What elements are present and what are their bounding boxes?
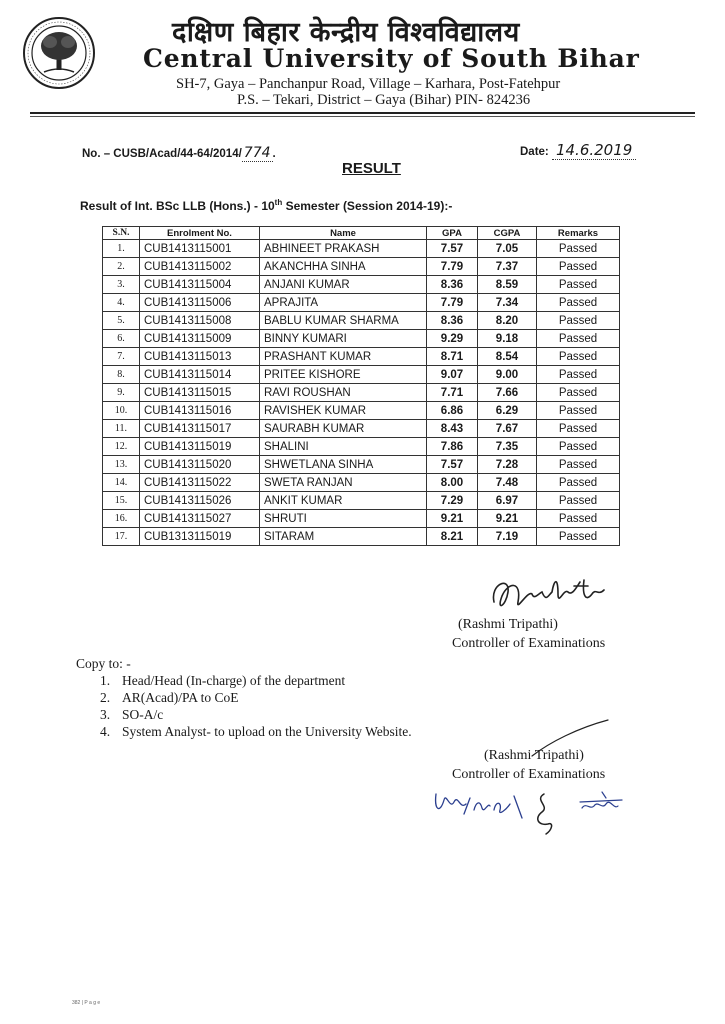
cell-cgpa: 8.20	[478, 312, 537, 330]
cell-name: ABHINEET PRAKASH	[260, 240, 427, 258]
cell-cgpa: 7.34	[478, 294, 537, 312]
table-header-row	[103, 227, 620, 240]
subtitle-text-post: Semester (Session 2014-19):-	[282, 199, 453, 213]
table-row	[103, 456, 620, 474]
table-row	[103, 384, 620, 402]
reference-handwritten-no: 774	[243, 145, 271, 161]
table-row	[103, 492, 620, 510]
cell-enrolment: CUB1413115001	[140, 240, 260, 258]
list-item-text: Head/Head (In-charge) of the department	[122, 673, 346, 688]
date-handwritten: 14.6.2019	[552, 141, 636, 160]
university-logo	[22, 16, 96, 90]
copy-to-heading: Copy to: -	[76, 656, 131, 671]
list-item	[100, 689, 412, 706]
cell-enrolment: CUB1413115014	[140, 366, 260, 384]
cell-remarks: Passed	[537, 402, 620, 420]
signatory-designation-2: Controller of Examinations	[452, 767, 606, 782]
table-row	[103, 528, 620, 546]
cell-enrolment: CUB1413115015	[140, 384, 260, 402]
cell-enrolment: CUB1413115027	[140, 510, 260, 528]
cell-remarks: Passed	[537, 366, 620, 384]
cell-enrolment: CUB1413115013	[140, 348, 260, 366]
cell-remarks: Passed	[537, 474, 620, 492]
cell-remarks: Passed	[537, 294, 620, 312]
cell-enrolment: CUB1413115019	[140, 438, 260, 456]
cell-gpa: 7.86	[427, 438, 478, 456]
list-item-text: System Analyst- to upload on the University Website.	[122, 724, 412, 739]
cell-cgpa: 7.19	[478, 528, 537, 546]
result-heading: RESULT	[342, 160, 401, 177]
table-row	[103, 348, 620, 366]
cell-enrolment: CUB1413115017	[140, 420, 260, 438]
result-table	[102, 226, 620, 546]
reference-number: No. – CUSB/Acad/44-64/2014/ 774 .	[82, 145, 276, 161]
table-row	[103, 366, 620, 384]
cell-remarks: Passed	[537, 240, 620, 258]
list-item-text: SO-A/c	[122, 707, 164, 722]
cell-enrolment: CUB1413115026	[140, 492, 260, 510]
table-row	[103, 294, 620, 312]
table-row	[103, 330, 620, 348]
cell-gpa: 8.36	[427, 312, 478, 330]
university-title-english: Central University of South Bihar	[143, 44, 640, 73]
page-footer: 382 | P a g e	[72, 1000, 101, 1006]
cell-gpa: 8.36	[427, 276, 478, 294]
cell-sn: 10.	[103, 402, 140, 420]
cell-remarks: Passed	[537, 330, 620, 348]
cell-sn: 3.	[103, 276, 140, 294]
table-row	[103, 420, 620, 438]
cell-sn: 8.	[103, 366, 140, 384]
result-subtitle	[80, 198, 452, 213]
cell-name: ANKIT KUMAR	[260, 492, 427, 510]
list-item-number: 1.	[100, 673, 111, 688]
header-rule	[30, 112, 695, 114]
cell-remarks: Passed	[537, 312, 620, 330]
cell-name: SWETA RANJAN	[260, 474, 427, 492]
list-item-number: 4.	[100, 724, 111, 739]
table-row	[103, 510, 620, 528]
cell-gpa: 9.07	[427, 366, 478, 384]
address-line-2: P.S. – Tekari, District – Gaya (Bihar) PIN- 824236	[237, 92, 531, 108]
cell-sn: 5.	[103, 312, 140, 330]
cell-name: PRITEE KISHORE	[260, 366, 427, 384]
cell-name: AKANCHHA SINHA	[260, 258, 427, 276]
cell-enrolment: CUB1413115016	[140, 402, 260, 420]
cell-cgpa: 6.97	[478, 492, 537, 510]
col-header-name: Name	[260, 227, 427, 240]
cell-sn: 15.	[103, 492, 140, 510]
cell-gpa: 6.86	[427, 402, 478, 420]
cell-remarks: Passed	[537, 528, 620, 546]
cell-name: PRASHANT KUMAR	[260, 348, 427, 366]
date-label: Date:	[520, 146, 549, 158]
cell-cgpa: 8.54	[478, 348, 537, 366]
col-header-sn: S.N.	[103, 227, 140, 240]
cell-sn: 13.	[103, 456, 140, 474]
cell-gpa: 8.00	[427, 474, 478, 492]
cell-cgpa: 7.28	[478, 456, 537, 474]
subtitle-sup: th	[274, 198, 283, 207]
cell-gpa: 9.29	[427, 330, 478, 348]
col-header-remarks: Remarks	[537, 227, 620, 240]
cell-sn: 17.	[103, 528, 140, 546]
cell-enrolment: CUB1413115022	[140, 474, 260, 492]
table-row	[103, 312, 620, 330]
cell-cgpa: 7.48	[478, 474, 537, 492]
cell-gpa: 8.21	[427, 528, 478, 546]
col-header-enrolment: Enrolment No.	[140, 227, 260, 240]
cell-cgpa: 7.05	[478, 240, 537, 258]
cell-cgpa: 7.35	[478, 438, 537, 456]
cell-sn: 7.	[103, 348, 140, 366]
table-row	[103, 438, 620, 456]
list-item-number: 3.	[100, 707, 111, 722]
col-header-gpa: GPA	[427, 227, 478, 240]
handwritten-initials	[430, 780, 650, 840]
reference-label: No. – CUSB/Acad/44-64/2014/	[82, 148, 242, 160]
signatory-name-2: (Rashmi Tripathi)	[484, 748, 584, 763]
document-date	[520, 141, 636, 159]
signature-scribble	[488, 572, 608, 618]
signatory-designation: Controller of Examinations	[452, 636, 606, 651]
table-row	[103, 402, 620, 420]
cell-sn: 11.	[103, 420, 140, 438]
cell-enrolment: CUB1413115009	[140, 330, 260, 348]
cell-remarks: Passed	[537, 384, 620, 402]
cell-name: APRAJITA	[260, 294, 427, 312]
cell-gpa: 7.79	[427, 294, 478, 312]
cell-sn: 1.	[103, 240, 140, 258]
cell-name: SHWETLANA SINHA	[260, 456, 427, 474]
cell-gpa: 9.21	[427, 510, 478, 528]
cell-cgpa: 9.18	[478, 330, 537, 348]
cell-enrolment: CUB1313115019	[140, 528, 260, 546]
header-rule-thin	[30, 116, 695, 117]
cell-remarks: Passed	[537, 456, 620, 474]
cell-gpa: 7.71	[427, 384, 478, 402]
cell-name: RAVISHEK KUMAR	[260, 402, 427, 420]
cell-sn: 14.	[103, 474, 140, 492]
cell-gpa: 8.43	[427, 420, 478, 438]
col-header-cgpa: CGPA	[478, 227, 537, 240]
table-row	[103, 474, 620, 492]
cell-cgpa: 7.66	[478, 384, 537, 402]
cell-remarks: Passed	[537, 420, 620, 438]
list-item-number: 2.	[100, 690, 111, 705]
cell-cgpa: 9.21	[478, 510, 537, 528]
cell-sn: 9.	[103, 384, 140, 402]
cell-name: RAVI ROUSHAN	[260, 384, 427, 402]
cell-enrolment: CUB1413115020	[140, 456, 260, 474]
copy-to-list	[100, 672, 412, 740]
cell-sn: 16.	[103, 510, 140, 528]
cell-gpa: 7.57	[427, 240, 478, 258]
list-item-text: AR(Acad)/PA to CoE	[122, 690, 239, 705]
cell-sn: 2.	[103, 258, 140, 276]
cell-gpa: 7.29	[427, 492, 478, 510]
cell-name: BABLU KUMAR SHARMA	[260, 312, 427, 330]
cell-cgpa: 8.59	[478, 276, 537, 294]
cell-name: SITARAM	[260, 528, 427, 546]
cell-sn: 6.	[103, 330, 140, 348]
cell-name: SHALINI	[260, 438, 427, 456]
list-item	[100, 706, 412, 723]
cell-remarks: Passed	[537, 438, 620, 456]
university-title-hindi: दक्षिण बिहार केन्द्रीय विश्वविद्यालय	[172, 17, 520, 48]
cell-gpa: 8.71	[427, 348, 478, 366]
address-line-1: SH-7, Gaya – Panchanpur Road, Village – Karhara, Post-Fatehpur	[176, 76, 561, 92]
cell-remarks: Passed	[537, 276, 620, 294]
cell-remarks: Passed	[537, 258, 620, 276]
cell-name: SAURABH KUMAR	[260, 420, 427, 438]
cell-name: BINNY KUMARI	[260, 330, 427, 348]
table-row	[103, 276, 620, 294]
cell-name: ANJANI KUMAR	[260, 276, 427, 294]
list-item	[100, 672, 412, 689]
cell-remarks: Passed	[537, 492, 620, 510]
cell-enrolment: CUB1413115004	[140, 276, 260, 294]
cell-remarks: Passed	[537, 510, 620, 528]
subtitle-text: Result of Int. BSc LLB (Hons.) - 10	[80, 199, 275, 213]
cell-sn: 4.	[103, 294, 140, 312]
cell-remarks: Passed	[537, 348, 620, 366]
cell-cgpa: 9.00	[478, 366, 537, 384]
cell-name: SHRUTI	[260, 510, 427, 528]
table-row	[103, 240, 620, 258]
cell-cgpa: 7.37	[478, 258, 537, 276]
cell-enrolment: CUB1413115008	[140, 312, 260, 330]
cell-sn: 12.	[103, 438, 140, 456]
cell-enrolment: CUB1413115006	[140, 294, 260, 312]
table-row	[103, 258, 620, 276]
cell-gpa: 7.57	[427, 456, 478, 474]
signatory-name: (Rashmi Tripathi)	[458, 617, 558, 632]
cell-cgpa: 6.29	[478, 402, 537, 420]
list-item	[100, 723, 412, 740]
cell-enrolment: CUB1413115002	[140, 258, 260, 276]
cell-gpa: 7.79	[427, 258, 478, 276]
cell-cgpa: 7.67	[478, 420, 537, 438]
